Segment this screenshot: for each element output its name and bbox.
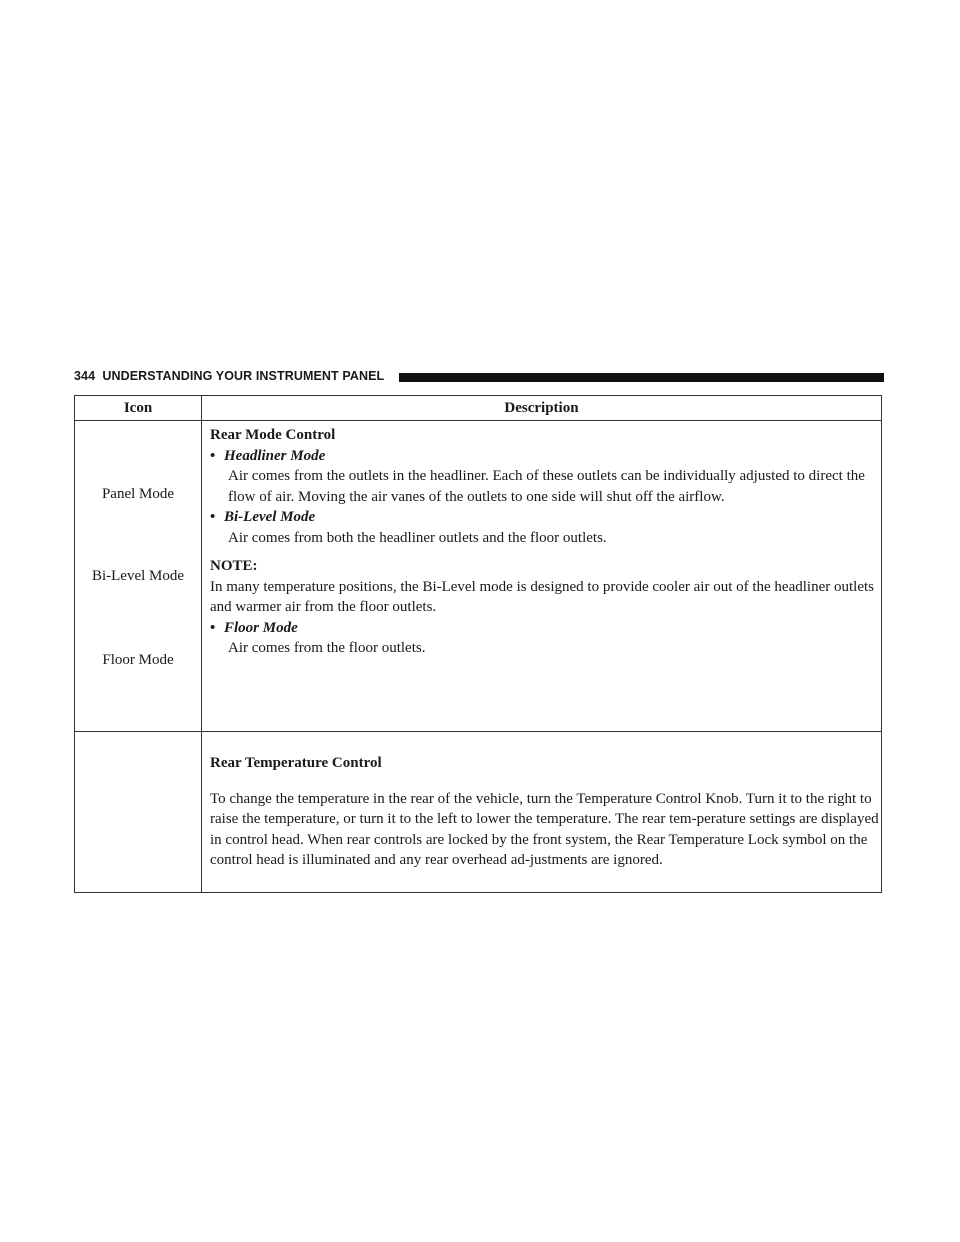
description-cell-rear-temperature	[202, 732, 882, 893]
bullet-dot: •	[210, 619, 216, 636]
rear-temperature-text: To change the temperature in the rear of the vehicle, turn the Temperature Control Knob. Turn it to the right to raise the temperature, or turn it to the left to lower the temperature. The rear tem-perature settings are displayed in control head. When rear controls are locked by the front system, the Rear Temperature Lock symbol on the control head is illuminated and any rear overhead ad-justments are ignored.	[210, 790, 879, 868]
bullet-bilevel	[210, 507, 881, 528]
column-header-description: Description	[202, 396, 882, 421]
rear-mode-title: Rear Mode Control	[210, 427, 336, 443]
icon-label-floor-mode: Floor Mode	[102, 652, 174, 668]
note-text: In many temperature positions, the Bi-Level mode is designed to provide cooler air out of the headliner outlets and warmer air from the floor outlets.	[210, 578, 874, 615]
table-row-rear-temperature	[75, 732, 882, 893]
bilevel-text: Air comes from both the headliner outlets and the floor outlets.	[228, 529, 607, 546]
bullet-headliner	[210, 446, 881, 467]
rear-temperature-title: Rear Temperature Control	[210, 755, 382, 771]
controls-table	[74, 395, 882, 893]
bullet-floor	[210, 618, 881, 639]
floor-title: Floor Mode	[224, 619, 298, 636]
headliner-title: Headliner Mode	[224, 447, 326, 464]
icon-label-panel-mode: Panel Mode	[101, 486, 175, 502]
spacer	[210, 548, 881, 556]
table-row-rear-mode	[75, 421, 882, 732]
note-title: NOTE:	[210, 558, 258, 574]
page-header	[74, 371, 884, 385]
bullet-dot: •	[210, 447, 216, 464]
icon-cell-temperature	[75, 732, 202, 893]
column-header-icon: Icon	[75, 396, 202, 421]
table-header-row	[75, 396, 882, 421]
page-number: 344	[74, 369, 96, 383]
bilevel-title: Bi-Level Mode	[224, 509, 316, 525]
headliner-text: Air comes from the outlets in the headliner. Each of these outlets can be individually adjusted to direct the flow of air. Moving the air vanes of the outlets to one side will shut off the airflow.	[228, 468, 865, 505]
page-header-text	[74, 369, 384, 383]
header-rule-bar	[399, 373, 884, 382]
icon-cell-modes	[75, 421, 202, 732]
floor-text: Air comes from the floor outlets.	[228, 640, 426, 656]
description-cell-rear-mode	[202, 421, 882, 732]
icon-label-bilevel-mode: Bi-Level Mode	[91, 568, 185, 584]
bullet-dot: •	[210, 509, 216, 525]
section-title: UNDERSTANDING YOUR INSTRUMENT PANEL	[102, 369, 385, 383]
